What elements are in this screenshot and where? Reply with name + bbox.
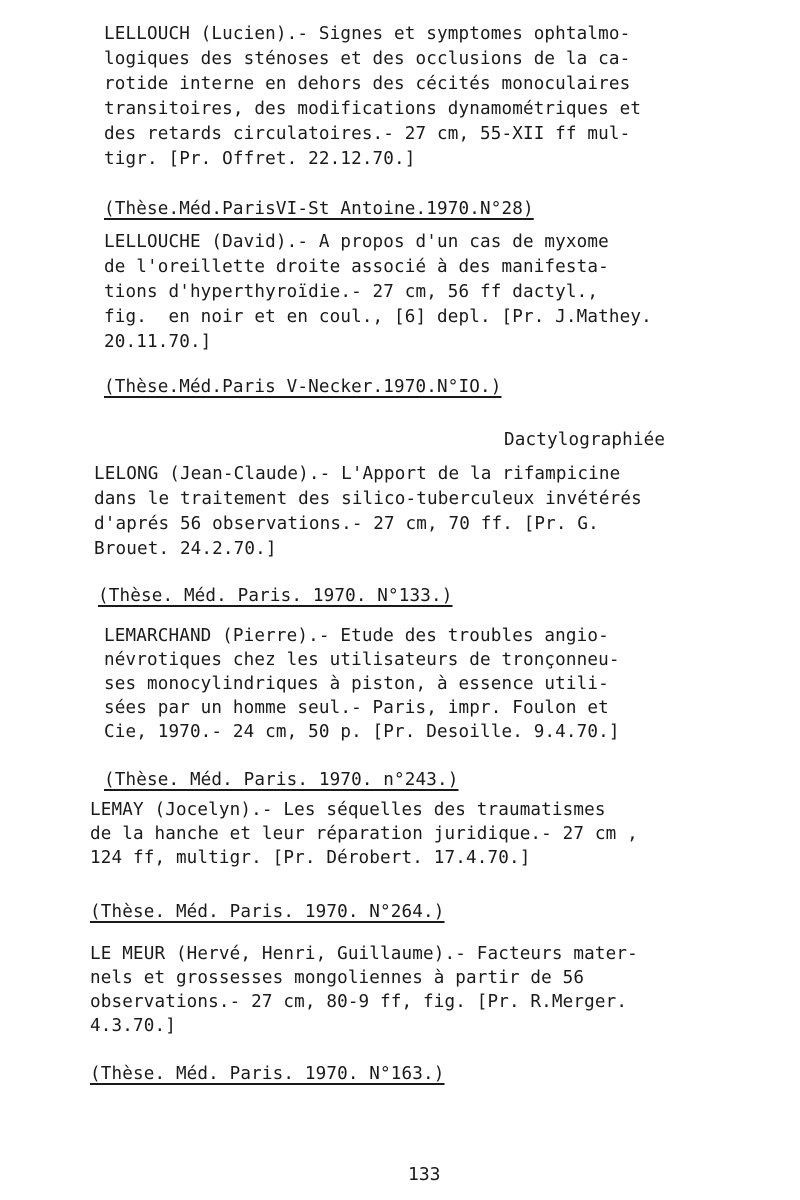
source-citation: (Thèse. Méd. Paris. 1970. N°163.) (90, 1064, 445, 1084)
entry-line: Brouet. 24.2.70.] (94, 539, 277, 559)
entry-line: d'aprés 56 observations.- 27 cm, 70 ff. [Pr. G. (94, 514, 599, 534)
entry-line: des retards circulatoires.- 27 cm, 55-XII ff mul- (104, 124, 631, 144)
entry-line: observations.- 27 cm, 80-9 ff, fig. [Pr. R.Merger. (90, 992, 628, 1012)
entry-line: sées par un homme seul.- Paris, impr. Foulon et (104, 698, 609, 718)
entry-line: LE MEUR (Hervé, Henri, Guillaume).- Facteurs mater- (90, 944, 638, 964)
entry-line: LEMARCHAND (Pierre).- Etude des troubles angio- (104, 626, 609, 646)
source-citation: (Thèse. Méd. Paris. 1970. N°264.) (90, 902, 445, 922)
entry-line: névrotiques chez les utilisateurs de tronçonneu- (104, 650, 620, 670)
source-citation: (Thèse.Méd.Paris V-Necker.1970.N°IO.) (104, 377, 502, 397)
entry-line: tions d'hyperthyroïdie.- 27 cm, 56 ff dactyl., (104, 282, 599, 302)
entry-line: ses monocylindriques à piston, à essence utili- (104, 674, 609, 694)
entry-line: LELLOUCHE (David).- A propos d'un cas de myxome (104, 232, 609, 252)
entry-line: rotide interne en dehors des cécités monoculaires (104, 74, 631, 94)
entry-line: logiques des sténoses et des occlusions de la ca- (104, 49, 631, 69)
source-citation: (Thèse. Méd. Paris. 1970. n°243.) (104, 770, 459, 790)
entry-line: transitoires, des modifications dynamométriques et (104, 99, 642, 119)
entry-line: 124 ff, multigr. [Pr. Dérobert. 17.4.70.] (90, 848, 531, 868)
entry-line: LELONG (Jean-Claude).- L'Apport de la rifampicine (94, 464, 621, 484)
entry-line: dans le traitement des silico-tuberculeux invétérés (94, 489, 642, 509)
entry-line: 20.11.70.] (104, 332, 212, 352)
entry-line: tigr. [Pr. Offret. 22.12.70.] (104, 149, 416, 169)
entry-line: de l'oreillette droite associé à des manifesta- (104, 257, 609, 277)
entry-line: de la hanche et leur réparation juridique.- 27 cm , (90, 824, 638, 844)
entry-line: LELLOUCH (Lucien).- Signes et symptomes ophtalmo- (104, 24, 631, 44)
source-citation: (Thèse.Méd.ParisVI-St Antoine.1970.N°28) (104, 199, 534, 219)
entry-line: Cie, 1970.- 24 cm, 50 p. [Pr. Desoille. 9.4.70.] (104, 722, 620, 742)
page-number: 133 (408, 1164, 441, 1185)
entry-line: nels et grossesses mongoliennes à partir de 56 (90, 968, 585, 988)
typescript-note: Dactylographiée (504, 430, 666, 450)
entry-line: LEMAY (Jocelyn).- Les séquelles des traumatismes (90, 800, 606, 820)
source-citation: (Thèse. Méd. Paris. 1970. N°133.) (98, 586, 453, 606)
entry-line: fig. en noir et en coul., [6] depl. [Pr. J.Mathey. (104, 307, 652, 327)
entry-line: 4.3.70.] (90, 1016, 176, 1036)
